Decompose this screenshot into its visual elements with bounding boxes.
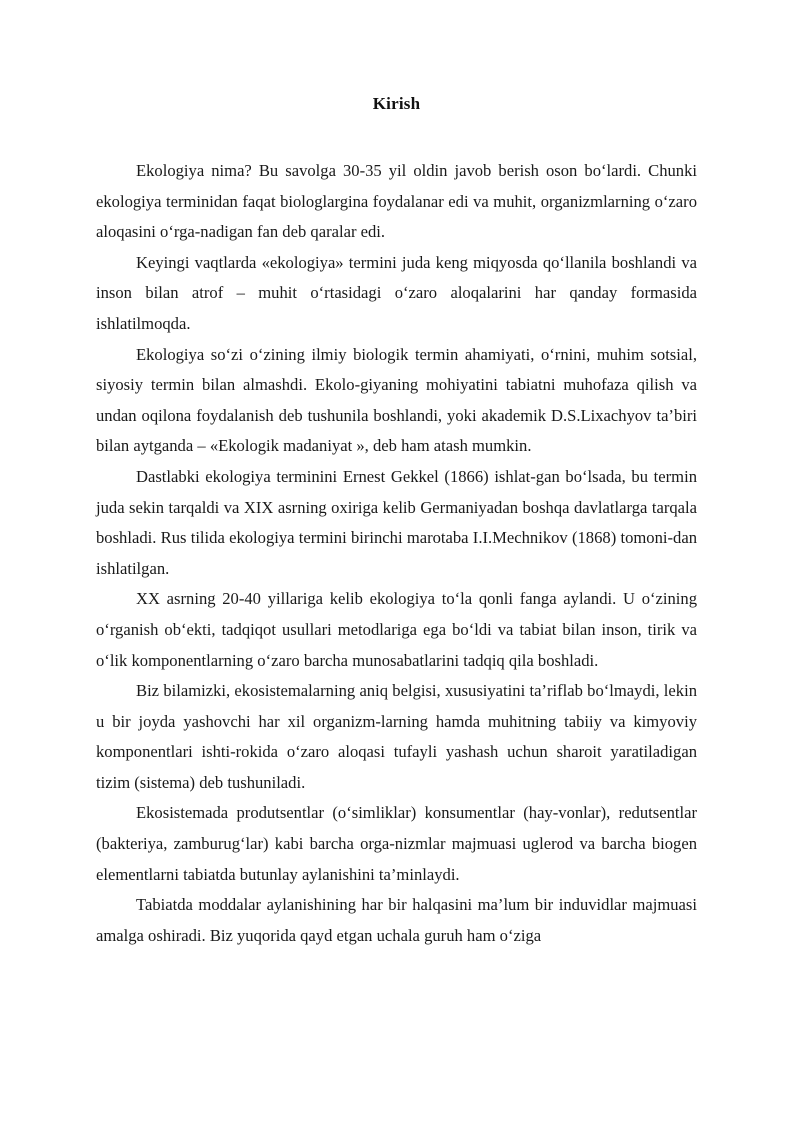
paragraph-3: Ekologiya so‘zi o‘zining ilmiy biologik termin ahamiyati, o‘rnini, muhim sotsial, siyosiy termin bilan almashdi. Ekolo-giyaning mohiyatini tabiatni muhofaza qilish va undan oqilona foydalanish deb tushunila boshlandi, yoki akademik D.S.Lixachyov ta’biri bilan aytganda – «Ekologik madaniyat », deb ham atash mumkin. xyxy=(96,344,697,456)
paragraph-2: Keyingi vaqtlarda «ekologiya» termini juda keng miqyosda qo‘llanila boshlandi va inson bilan atrof – muhit o‘rtasidagi o‘zaro aloqalarini har qanday formasida ishlatilmoqda. xyxy=(96,252,697,333)
paragraph-8: Tabiatda moddalar aylanishining har bir halqasini ma’lum bir induvidlar majmuasi amalga oshiradi. Biz yuqorida qayd etgan uchala guruh ham o‘ziga xyxy=(96,895,697,945)
paragraph-5: XX asrning 20-40 yillariga kelib ekologiya to‘la qonli fanga aylandi. U o‘zining o‘rganish ob‘ekti, tadqiqot usullari metodlariga ega bo‘ldi va tabiat bilan inson, tirik va o‘lik komponentlarning o‘zaro barcha munosabatlarini tadqiq qila boshladi. xyxy=(96,589,697,670)
paragraph-1: Ekologiya nima? Bu savolga 30-35 yil oldin javob berish oson bo‘lardi. Chunki ekologiya terminidan faqat biologlargina foydalanar edi va muhit, organizmlarning o‘zaro aloqasini o‘rga-nadigan fan deb qaralar edi. xyxy=(96,161,697,242)
page-title: Kirish xyxy=(372,94,421,113)
paragraph-4: Dastlabki ekologiya terminini Ernest Gekkel (1866) ishlat-gan bo‘lsada, bu termin juda sekin tarqaldi va XIX asrning oxiriga kelib Germaniyadan boshqa davlatlarga tarqala boshladi. Rus tilida ekologiya termini birinchi marotaba I.I.Mechnikov (1868) tomoni-dan ishlatilgan. xyxy=(96,466,697,578)
document-body xyxy=(96,156,697,951)
paragraph-7: Ekosistemada produtsentlar (o‘simliklar) konsumentlar (hay-vonlar), redutsentlar (bakteriya, zamburug‘lar) kabi barcha orga-nizmlar majmuasi uglerod va barcha biogen elementlarni tabiatda butunlay aylanishini ta’minlaydi. xyxy=(96,803,697,884)
paragraph-6: Biz bilamizki, ekosistemalarning aniq belgisi, xususiyatini ta’riflab bo‘lmaydi, lekin u bir joyda yashovchi har xil organizm-larning hamda muhitning tabiiy va kimyoviy komponentlari ishti-rokida o‘zaro aloqasi tufayli yashash uchun sharoit yaratiladigan tizim (sistema) deb tushuniladi. xyxy=(96,681,697,792)
